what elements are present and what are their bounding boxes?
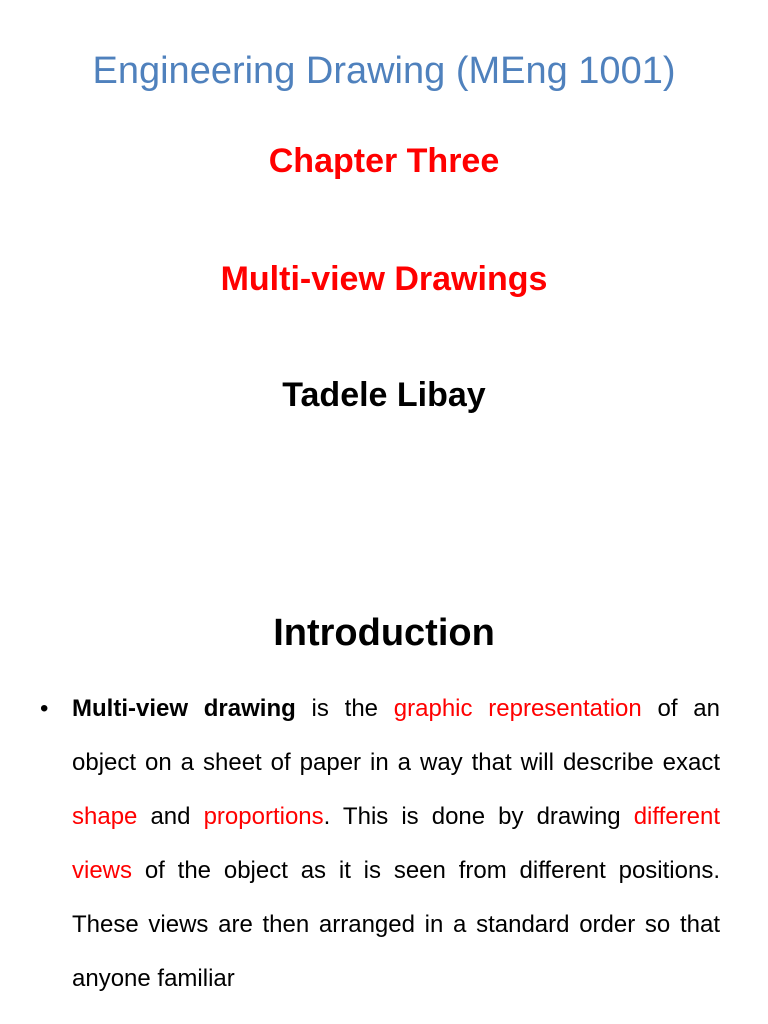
highlight-proportions: proportions bbox=[203, 803, 324, 830]
text-segment: of an object on a sheet of paper in a way that will describe exact bbox=[72, 695, 720, 776]
term-multi-view-drawing: Multi-view drawing bbox=[72, 695, 296, 722]
text-segment: . This is done by drawing bbox=[323, 803, 634, 830]
chapter-subtitle: Multi-view Drawings bbox=[220, 260, 548, 298]
text-segment: is the bbox=[295, 695, 394, 722]
introduction-slide bbox=[0, 580, 768, 1024]
chapter-title: Chapter Three bbox=[268, 142, 500, 180]
author-name: Tadele Libay bbox=[282, 376, 486, 414]
introduction-heading: Introduction bbox=[273, 612, 495, 654]
highlight-shape: shape bbox=[72, 803, 138, 830]
bullet-dot-icon: • bbox=[40, 695, 49, 722]
highlight-graphic-representation: graphic representation bbox=[393, 695, 642, 722]
text-segment: and bbox=[137, 803, 204, 830]
text-segment: of the object as it is seen from different positions. These views are then arranged in a standard order so that anyone familiar bbox=[72, 857, 720, 992]
highlight-different-views: different views bbox=[72, 803, 720, 884]
bullet-paragraph bbox=[72, 682, 720, 1006]
course-title: Engineering Drawing (MEng 1001) bbox=[92, 50, 676, 92]
